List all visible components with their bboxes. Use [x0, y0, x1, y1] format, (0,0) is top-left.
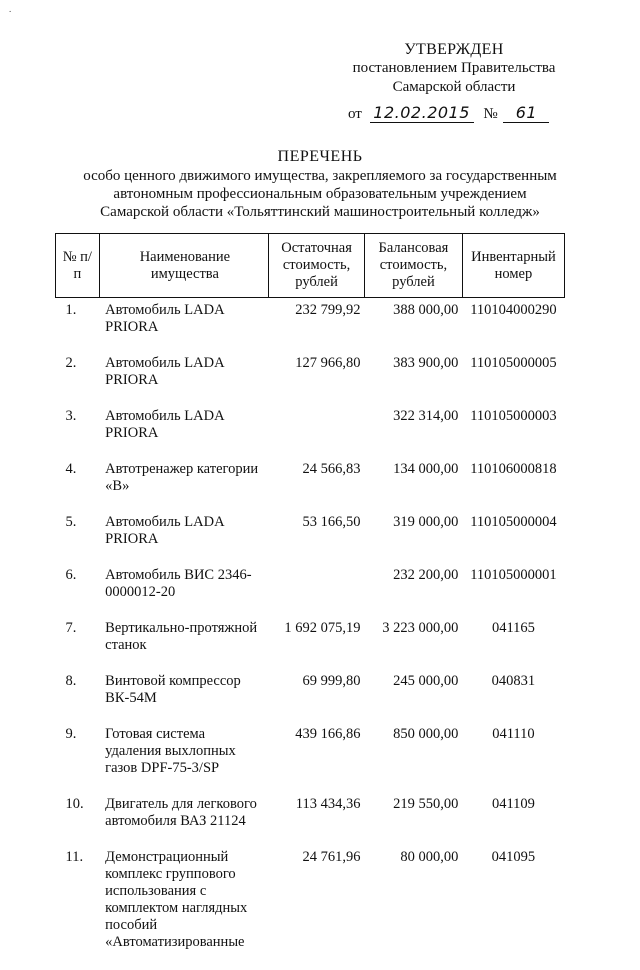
handwritten-number: 61: [503, 104, 549, 123]
cell-name: Автомобиль LADA PRIORA: [99, 514, 268, 567]
cell-name: Автомобиль ВИС 2346-0000012-20: [99, 567, 268, 620]
cell-no: 11.: [56, 849, 100, 970]
property-table: [55, 233, 565, 970]
cell-no: 4.: [56, 461, 100, 514]
table-row: [56, 408, 565, 461]
cell-residual: 439 166,86: [269, 726, 365, 796]
table-row: [56, 298, 565, 356]
cell-no: 7.: [56, 620, 100, 673]
cell-inventory: 041109: [462, 796, 564, 849]
cell-inventory: 110105000004: [462, 514, 564, 567]
cell-no: 5.: [56, 514, 100, 567]
cell-residual: [269, 567, 365, 620]
cell-no: 6.: [56, 567, 100, 620]
cell-residual: 53 166,50: [269, 514, 365, 567]
table-row: [56, 461, 565, 514]
handwritten-date: 12.02.2015: [370, 104, 474, 123]
cell-name: Двигатель для легкового автомобиля ВАЗ 21124: [99, 796, 268, 849]
cell-residual: [269, 408, 365, 461]
cell-balance: 80 000,00: [365, 849, 463, 970]
table-row: [56, 849, 565, 970]
title-line-1: особо ценного движимого имущества, закрепляемого за государственным: [60, 167, 580, 185]
cell-balance: 219 550,00: [365, 796, 463, 849]
table-row: [56, 514, 565, 567]
cell-residual: 24 761,96: [269, 849, 365, 970]
header-no: № п/п: [56, 234, 100, 298]
cell-inventory: 040831: [462, 673, 564, 726]
approval-decree: постановлением Правительства: [338, 59, 570, 78]
header-residual: Остаточная стоимость, рублей: [269, 234, 365, 298]
cell-inventory: 041095: [462, 849, 564, 970]
approval-region: Самарской области: [338, 78, 570, 97]
cell-name: Автомобиль LADA PRIORA: [99, 298, 268, 356]
cell-no: 10.: [56, 796, 100, 849]
title-line-3: Самарской области «Тольяттинский машиностроительный колледж»: [60, 203, 580, 221]
date-prefix: от: [348, 106, 362, 122]
title-line-2: автономным профессиональным образовательным учреждением: [60, 185, 580, 203]
cell-no: 9.: [56, 726, 100, 796]
cell-inventory: 110106000818: [462, 461, 564, 514]
header-name: Наименование имущества: [99, 234, 268, 298]
cell-name: Автомобиль LADA PRIORA: [99, 355, 268, 408]
table-row: [56, 673, 565, 726]
cell-balance: 388 000,00: [365, 298, 463, 356]
cell-name: Демонстрационный комплекс группового использования с комплектом наглядных пособий «Автоматизированные: [99, 849, 268, 970]
cell-residual: 232 799,92: [269, 298, 365, 356]
cell-name: Винтовой компрессор ВК-54М: [99, 673, 268, 726]
cell-inventory: 110105000001: [462, 567, 564, 620]
cell-inventory: 110105000003: [462, 408, 564, 461]
cell-name: Вертикально-протяжной станок: [99, 620, 268, 673]
cell-balance: 3 223 000,00: [365, 620, 463, 673]
cell-no: 8.: [56, 673, 100, 726]
cell-name: Автотренажер категории «В»: [99, 461, 268, 514]
cell-residual: 69 999,80: [269, 673, 365, 726]
table-row: [56, 620, 565, 673]
cell-balance: 383 900,00: [365, 355, 463, 408]
cell-no: 1.: [56, 298, 100, 356]
table-row: [56, 567, 565, 620]
table-header-row: [56, 234, 565, 298]
cell-residual: 113 434,36: [269, 796, 365, 849]
cell-balance: 322 314,00: [365, 408, 463, 461]
page-mark: .: [9, 4, 11, 14]
table-row: [56, 726, 565, 796]
cell-residual: 127 966,80: [269, 355, 365, 408]
approval-block: [338, 40, 570, 124]
cell-balance: 319 000,00: [365, 514, 463, 567]
cell-inventory: 110105000005: [462, 355, 564, 408]
cell-no: 3.: [56, 408, 100, 461]
cell-balance: 232 200,00: [365, 567, 463, 620]
cell-residual: 1 692 075,19: [269, 620, 365, 673]
cell-inventory: 041165: [462, 620, 564, 673]
cell-inventory: 110104000290: [462, 298, 564, 356]
table-row: [56, 796, 565, 849]
title-heading: ПЕРЕЧЕНЬ: [60, 148, 580, 166]
header-inventory: Инвентарный номер: [462, 234, 564, 298]
cell-balance: 245 000,00: [365, 673, 463, 726]
cell-name: Автомобиль LADA PRIORA: [99, 408, 268, 461]
approval-date-line: [338, 104, 570, 124]
cell-balance: 134 000,00: [365, 461, 463, 514]
document-title: [60, 148, 580, 221]
cell-inventory: 041110: [462, 726, 564, 796]
number-prefix: №: [483, 106, 497, 122]
table-body: [56, 298, 565, 970]
cell-residual: 24 566,83: [269, 461, 365, 514]
approval-title: УТВЕРЖДЕН: [338, 40, 570, 59]
table-row: [56, 355, 565, 408]
cell-name: Готовая система удаления выхлопных газов DPF-75-3/SP: [99, 726, 268, 796]
cell-balance: 850 000,00: [365, 726, 463, 796]
header-balance: Балансовая стоимость, рублей: [365, 234, 463, 298]
cell-no: 2.: [56, 355, 100, 408]
